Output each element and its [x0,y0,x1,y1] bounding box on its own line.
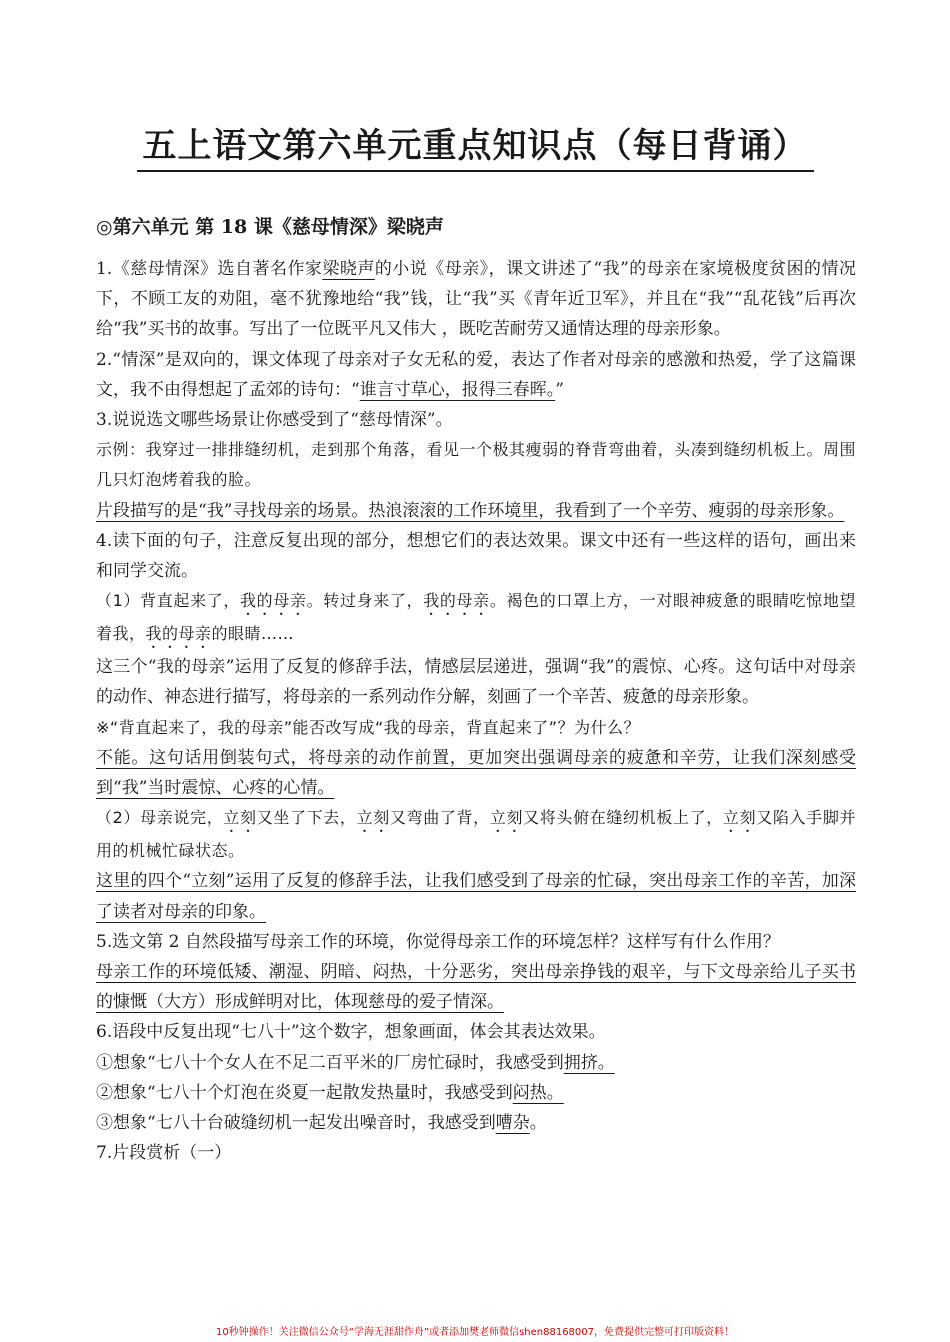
q6-item-1: ①想象“七八十个女人在不足二百平米的厂房忙碌时，我感受到拥挤。 [96,1052,615,1073]
q7-heading: 7.片段赏析（一） [96,1143,232,1164]
q5-answer: 母亲工作的环境低矮、潮湿、阴暗、闷热，十分恶劣，突出母亲挣钱的艰辛，与下文母亲给儿子买书的慷慨（大方）形成鲜明对比，体现慈母的爱子情深。 [96,962,856,1013]
q6-question: 6.语段中反复出现“七八十”这个数字，想象画面，体会其表达效果。 [96,1022,606,1043]
section-heading: ◎第六单元 第 18 课《慈母情深》梁晓声 [96,216,444,238]
q6-item-2: ②想象“七八十个灯泡在炎夏一起散发热量时，我感受到闷热。 [96,1082,564,1103]
q3-answer: 片段描写的是“我”寻找母亲的场景。热浪滚滚的工作环境里，我看到了一个辛劳、瘦弱的母亲形象。 [96,500,845,521]
q1-paragraph: 1.《慈母情深》选自著名作家梁晓声的小说《母亲》，课文讲述了“我”的母亲在家境极度贫困的情况下，不顾工友的劝阻，毫不犹豫地给“我”钱，让“我”买《青年近卫军》，并且在“我”“乱花钱”后再次给“我”买书的故事。写出了一位既平凡又伟大 ，既吃苦耐劳又通情达理的母亲形象。 [96,259,856,340]
page-title: 五上语文第六单元重点知识点（每日背诵） [0,118,950,167]
q4-note-answer: 不能。这句话用倒装句式，将母亲的动作前置，更加突出强调母亲的疲惫和辛劳，让我们深刻感受到“我”当时震惊、心疼的心情。 [96,747,856,799]
q4-sentence-2: （2）母亲说完，立刻又坐了下去，立刻又弯曲了背，立刻又将头俯在缝纫机板上了，立刻又陷入手脚并用的机械忙碌状态。 [96,808,856,861]
q4-note-question: ※“背直起来了，我的母亲”能否改写成“我的母亲，背直起来了”？为什么？ [96,717,641,737]
q3-example: 示例：我穿过一排排缝纫机，走到那个角落，看见一个极其瘦弱的脊背弯曲着，头凑到缝纫机板上。周围几只灯泡烤着我的脸。 [96,440,856,490]
q4-question: 4.读下面的句子，注意反复出现的部分，想想它们的表达效果。课文中还有一些这样的语句，画出来和同学交流。 [96,530,856,582]
q2-paragraph: 2.“情深”是双向的，课文体现了母亲对子女无私的爱，表达了作者对母亲的感激和热爱，学了这篇课文，我不由得想起了孟郊的诗句：“谁言寸草心，报得三春晖。” [96,349,856,400]
q3-question: 3.说说选文哪些场景让你感受到了“慈母情深”。 [96,410,453,431]
poem-quote: 谁言寸草心，报得三春晖。 [359,379,556,400]
footer-note: 10秒钟操作！关注微信公众号“学海无涯甜作舟”或者添加樊老师微信shen88168007，免费提供完整可打印版资料！ [215,1327,735,1338]
q4-sentence-1: （1）背直起来了，我的母亲。转过身来了，我的母亲。褐色的口罩上方，一对眼神疲惫的眼睛吃惊地望着我，我的母亲的眼睛…… [96,591,856,644]
q4-analysis-2: 这里的四个“立刻”运用了反复的修辞手法，让我们感受到了母亲的忙碌，突出母亲工作的辛苦，加深了读者对母亲的印象。 [96,871,856,922]
q5-question: 5.选文第 2 自然段描写母亲工作的环境，你觉得母亲工作的环境怎样？这样写有什么作用？ [96,931,780,952]
q4-analysis-1: 这三个“我的母亲”运用了反复的修辞手法，情感层层递进，强调“我”的震惊、心疼。这句话中对母亲的动作、神态进行描写，将母亲的一系列动作分解，刻画了一个辛苦、疲惫的母亲形象。 [96,657,856,708]
document-body [96,254,856,1168]
author-name: 梁晓声 [322,259,375,279]
q6-item-3: ③想象“七八十台破缝纫机一起发出噪音时，我感受到嘈杂。 [96,1113,547,1134]
